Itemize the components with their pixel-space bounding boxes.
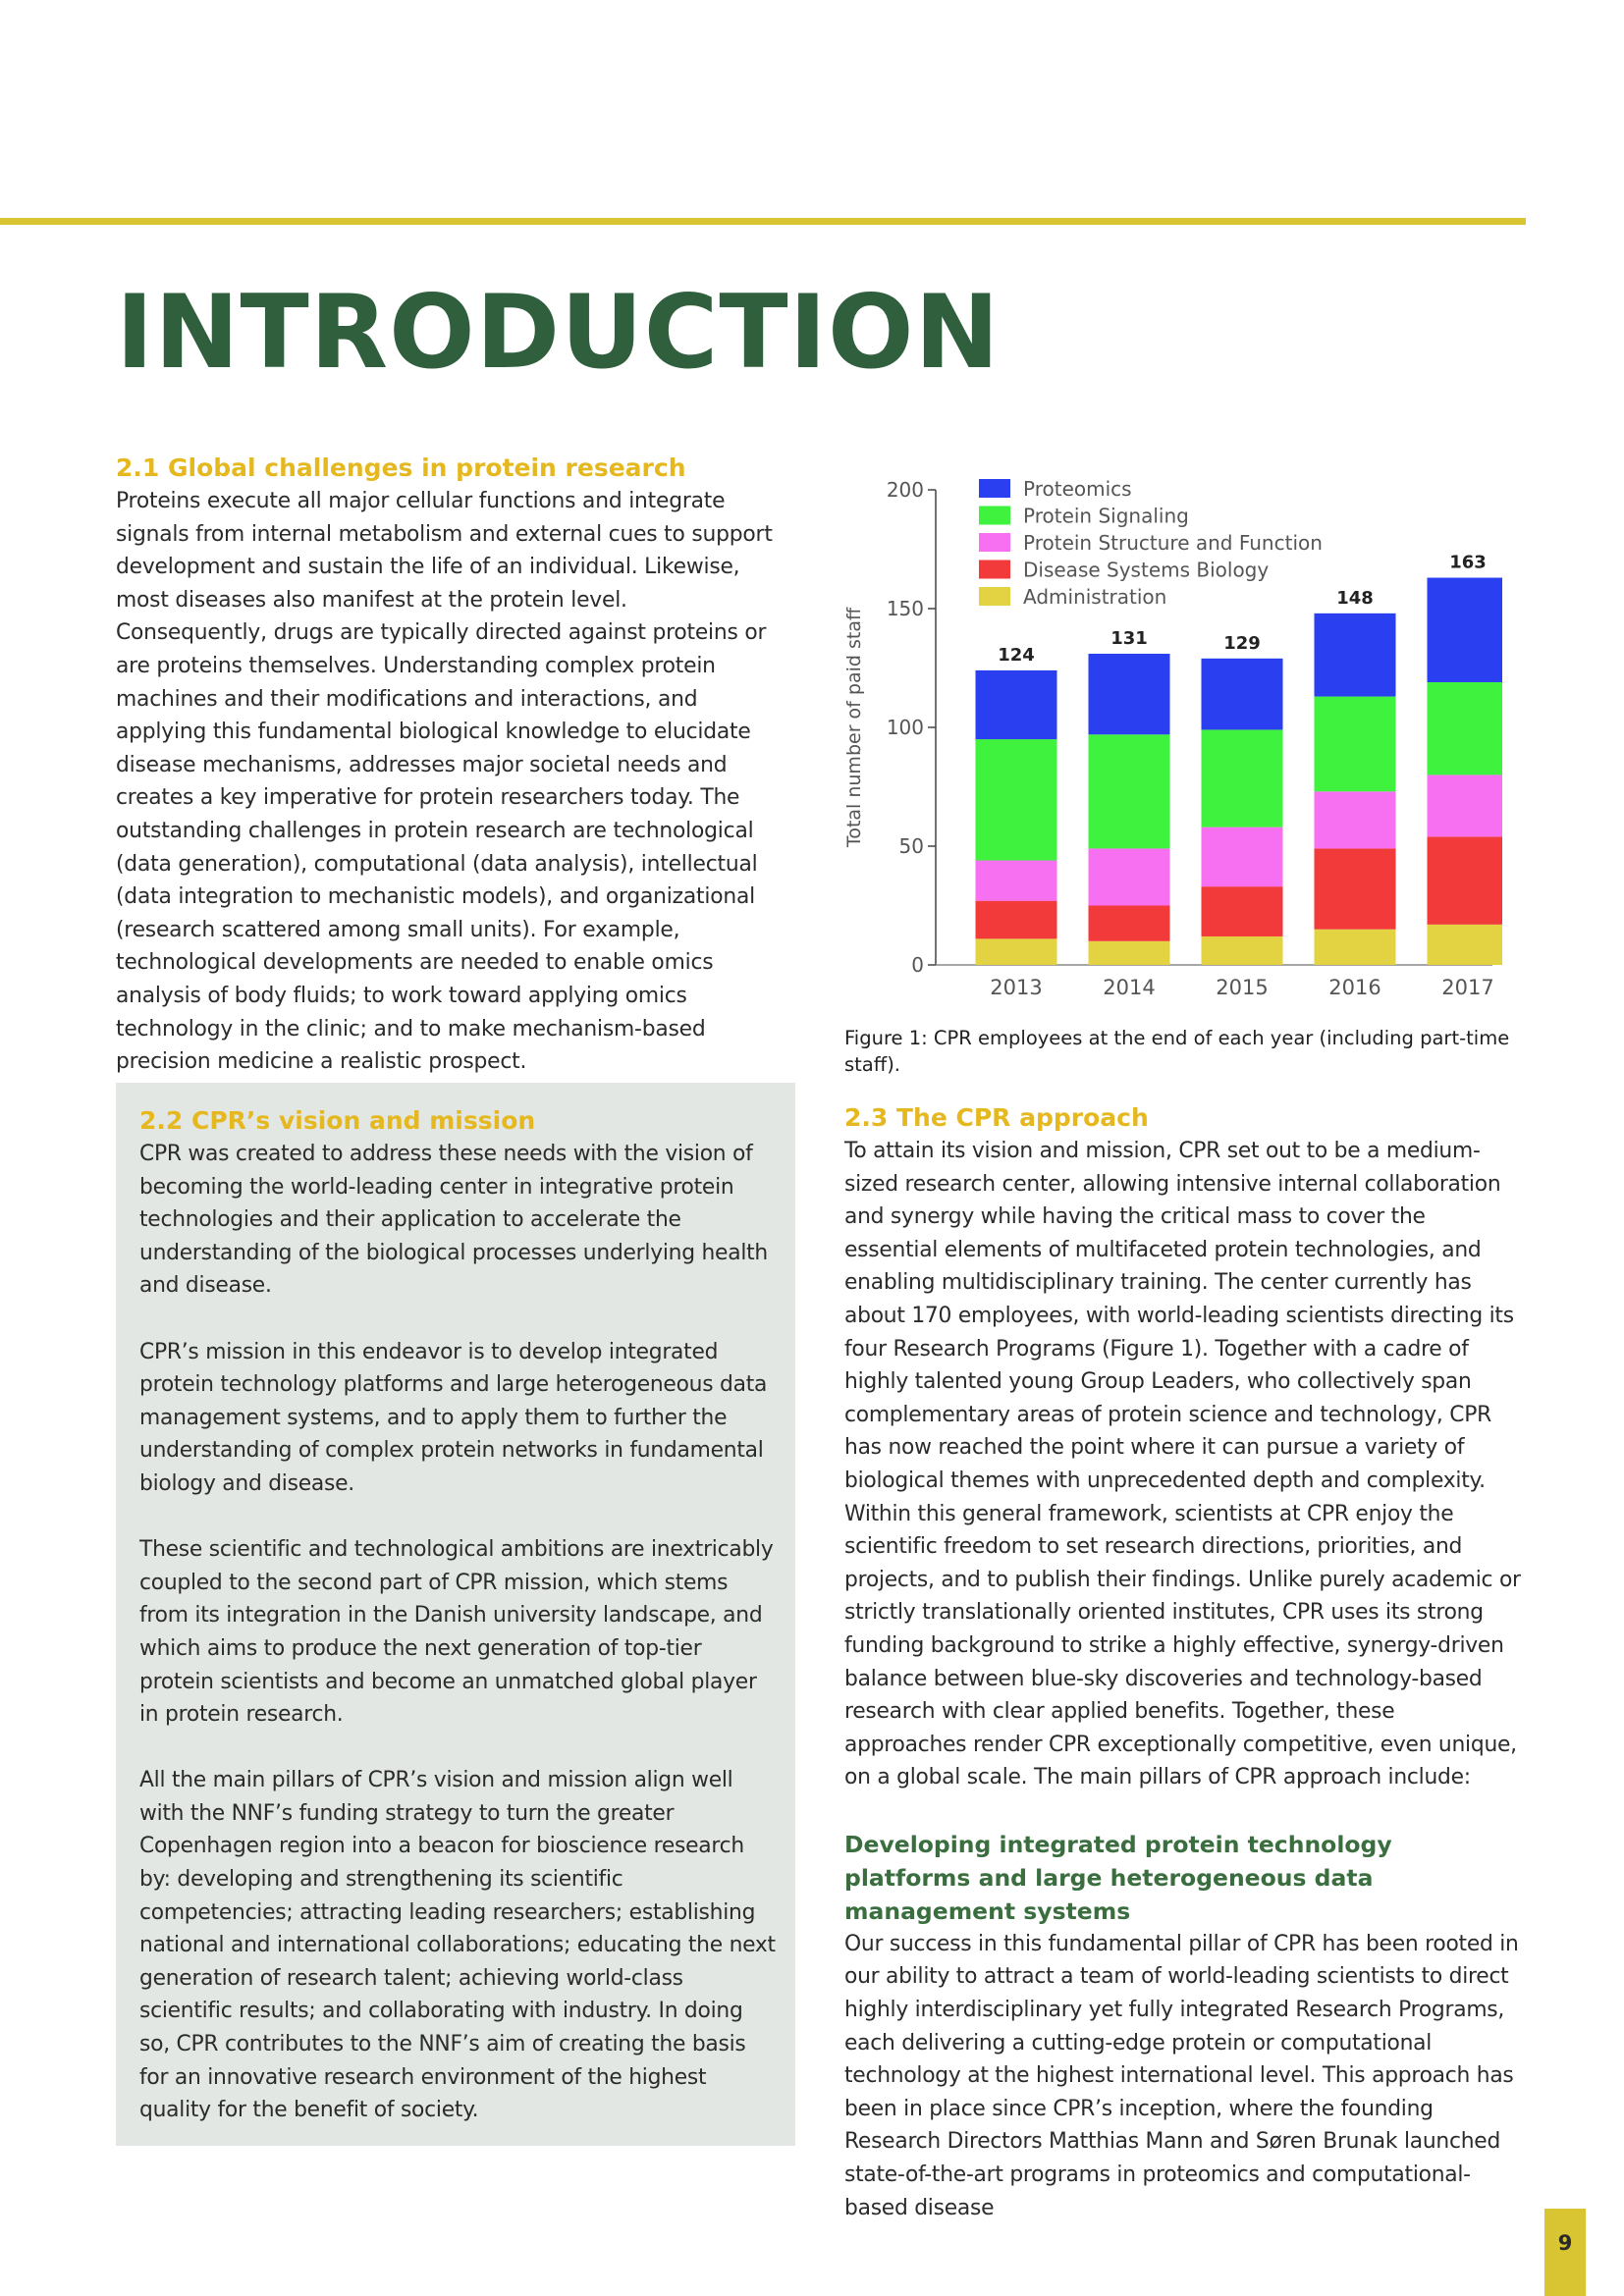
- x-tick-label: 2016: [1328, 976, 1381, 999]
- bar-segment: [1202, 936, 1283, 965]
- bar-segment: [1315, 791, 1396, 848]
- section-paragraph-2-1: Proteins execute all major cellular functions and integrate signals from internal metabolism and external cues to support development and sustain the life of an individual. Likewise, most diseases also manifest at the protein level. Consequently, drugs are typically directed against proteins or are proteins themselves. Understanding complex protein machines and their modifications and interactions, and applying this fundamental biological knowledge to elucidate disease mechanisms, addresses major societal needs and creates a key imperative for protein researchers today. The outstanding challenges in protein research are technological (data generation), computational (data analysis), intellectual (data integration to mechanistic models), and organizational (research scattered among small units). For example, technological developments are needed to enable omics analysis of body fluids; to work toward applying omics technology in the clinic; and to make mechanism-based precision medicine a realistic prospect.: [116, 489, 773, 1075]
- header-rule: [0, 218, 1526, 225]
- legend-swatch: [979, 507, 1010, 525]
- x-tick-label: 2017: [1441, 976, 1494, 999]
- bar-total-label: 148: [1336, 587, 1374, 609]
- bar-segment: [1428, 836, 1503, 925]
- bar-segment: [1089, 848, 1170, 905]
- section-heading-2-1: 2.1 Global challenges in protein research: [116, 454, 686, 482]
- bar-segment: [1428, 578, 1503, 682]
- bar-segment: [1202, 828, 1283, 887]
- legend-swatch: [979, 587, 1010, 606]
- page-number: 9: [1544, 2209, 1586, 2296]
- vision-paragraph: CPR was created to address these needs with the vision of becoming the world-leading center in integrative protein technologies and their application to accelerate the understanding of the biological processes underlying health and disease.: [139, 1142, 768, 1299]
- legend-label: Protein Structure and Function: [1023, 531, 1323, 555]
- y-tick-label: 200: [886, 478, 924, 502]
- ambitions-paragraph: These scientific and technological ambitions are inextricably coupled to the second part of CPR mission, which stems from its integration in the Danish university landscape, and which aims to produce the next generation of top-tier protein scientists and become an unmatched global player in protein research.: [139, 1537, 774, 1728]
- legend-swatch: [979, 533, 1010, 552]
- section-global-challenges: [116, 452, 779, 1079]
- x-tick-label: 2015: [1216, 976, 1269, 999]
- legend-swatch: [979, 479, 1010, 498]
- bar-segment: [976, 670, 1057, 739]
- staff-chart-svg: [835, 456, 1502, 1006]
- bar-segment: [976, 739, 1057, 860]
- legend-label: Administration: [1023, 585, 1167, 609]
- pillar-heading: Developing integrated protein technology platforms and large heterogeneous data management systems: [844, 1830, 1392, 1925]
- bar-segment: [976, 901, 1057, 939]
- vision-mission-box: [116, 1083, 795, 2146]
- bar-segment: [1089, 906, 1170, 941]
- bar-segment: [1428, 925, 1503, 965]
- bar-segment: [1315, 930, 1396, 965]
- bar-segment: [1428, 774, 1503, 836]
- bar-total-label: 131: [1110, 627, 1148, 649]
- mission-paragraph: CPR’s mission in this endeavor is to develop integrated protein technology platforms and large heterogeneous data management systems, and to apply them to further the understanding of complex protein networks in fundamental biology and disease.: [139, 1339, 768, 1496]
- y-tick-label: 50: [898, 834, 924, 858]
- section-heading-2-2: 2.2 CPR’s vision and mission: [139, 1106, 536, 1135]
- x-tick-label: 2014: [1103, 976, 1156, 999]
- bar-segment: [976, 938, 1057, 965]
- bar-total-label: 163: [1449, 552, 1487, 573]
- legend-swatch: [979, 561, 1010, 579]
- bar-segment: [1315, 697, 1396, 792]
- legend-label: Disease Systems Biology: [1023, 558, 1270, 582]
- legend-label: Protein Signaling: [1023, 504, 1189, 528]
- figure-caption: Figure 1: CPR employees at the end of each year (including part-time staff).: [844, 1027, 1510, 1076]
- bar-segment: [1315, 848, 1396, 929]
- pillars-paragraph: All the main pillars of CPR’s vision and mission align well with the NNF’s funding strategy to turn the greater Copenhagen region into a beacon for bioscience research by: developing and strengthening its scientific competencies; attracting leading researchers; establishing national and international collaborations; educating the next generation of research talent; achieving world-class scientific results; and collaborating with industry. In doing so, CPR contributes to the NNF’s aim of creating the basis for an innovative research environment of the highest quality for the benefit of society.: [139, 1768, 776, 2123]
- bar-segment: [1202, 886, 1283, 936]
- bar-segment: [976, 861, 1057, 901]
- bar-segment: [1315, 614, 1396, 697]
- bar-segment: [1428, 682, 1503, 774]
- bar-total-label: 124: [998, 644, 1035, 666]
- y-tick-label: 100: [886, 716, 924, 739]
- staff-bar-chart: [835, 456, 1502, 1006]
- bar-segment: [1089, 654, 1170, 734]
- bar-segment: [1202, 729, 1283, 827]
- bar-segment: [1089, 941, 1170, 965]
- page-title: INTRODUCTION: [116, 274, 1001, 392]
- y-axis-label: Total number of paid staff: [843, 607, 865, 848]
- section-paragraph-2-3: To attain its vision and mission, CPR set out to be a medium-sized research center, allowing intensive internal collaboration and synergy while having the critical mass to cover the essential elements of multifaceted protein technologies, and enabling multidisciplinary training. The center currently has about 170 employees, with world-leading scientists directing its four Research Programs (Figure 1). Together with a cadre of highly talented young Group Leaders, who collectively span complementary areas of protein science and technology, CPR has now reached the point where it can pursue a variety of biological themes with unprecedented depth and complexity. Within this general framework, scientists at CPR enjoy the scientific freedom to set research directions, priorities, and projects, and to publish their findings. Unlike purely academic or strictly translationally oriented institutes, CPR uses its strong funding background to strike a highly effective, synergy-driven balance between blue-sky discoveries and technology-based research with clear applied benefits. Together, these approaches render CPR exceptionally competitive, even unique, on a global scale. The main pillars of CPR approach include:: [844, 1139, 1521, 1790]
- section-heading-2-3: 2.3 The CPR approach: [844, 1103, 1149, 1132]
- bar-segment: [1202, 659, 1283, 730]
- x-tick-label: 2013: [990, 976, 1043, 999]
- y-tick-label: 150: [886, 597, 924, 620]
- legend-label: Proteomics: [1023, 477, 1132, 501]
- y-tick-label: 0: [911, 953, 924, 977]
- section-cpr-approach: [844, 1101, 1522, 2224]
- bar-total-label: 129: [1223, 632, 1261, 654]
- pillar-paragraph: Our success in this fundamental pillar of CPR has been rooted in our ability to attract a team of world-leading scientists to direct highly interdisciplinary yet fully integrated Research Programs, each delivering a cutting-edge protein or computational technology at the highest international level. This approach has been in place since CPR’s inception, where the founding Research Directors Matthias Mann and Søren Brunak launched state-of-the-art programs in proteomics and computational-based disease: [844, 1931, 1519, 2220]
- bar-segment: [1089, 734, 1170, 848]
